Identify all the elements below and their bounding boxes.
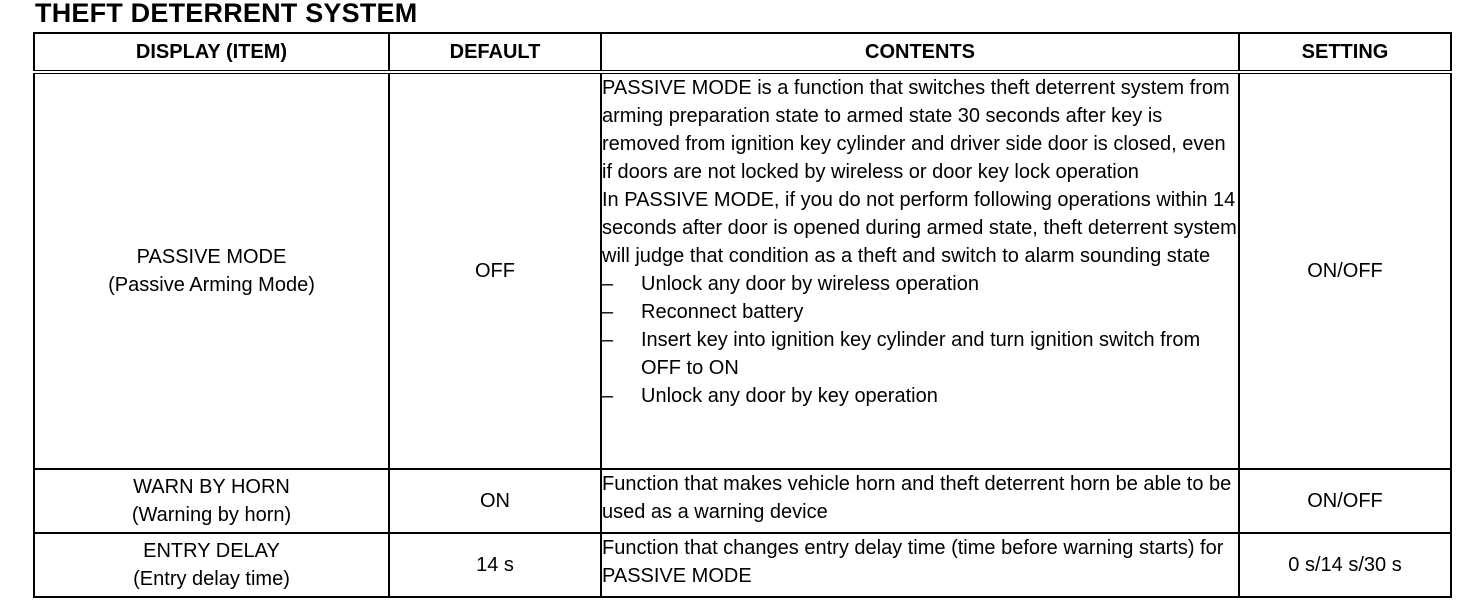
contents-cell: Function that makes vehicle horn and theft deterrent horn be able to be used as a warning device xyxy=(601,469,1239,533)
setting-value-cell: ON/OFF xyxy=(1239,469,1451,533)
display-item-cell xyxy=(34,72,389,469)
settings-table xyxy=(33,32,1452,598)
list-item xyxy=(602,298,1238,326)
table-header xyxy=(34,33,1451,72)
display-item-subtitle: (Entry delay time) xyxy=(133,568,290,590)
header-display-item: DISPLAY (ITEM) xyxy=(34,33,389,72)
default-value-cell: 14 s xyxy=(389,533,601,597)
dash-bullet: – xyxy=(602,273,614,295)
display-item-subtitle: (Warning by horn) xyxy=(131,504,292,526)
operations-list xyxy=(602,270,1238,410)
table-row xyxy=(34,469,1451,533)
contents-paragraph: In PASSIVE MODE, if you do not perform following operations within 14 seconds after door is opened during armed state, theft deterrent system will judge that condition as a theft and switch to alarm sounding state xyxy=(602,189,1237,267)
list-item xyxy=(602,270,1238,298)
default-value-cell: OFF xyxy=(389,72,601,469)
list-item-text: Unlock any door by key operation xyxy=(641,385,938,407)
dash-bullet: – xyxy=(602,329,614,351)
table-row xyxy=(34,72,1451,469)
list-item xyxy=(602,382,1238,410)
contents-cell xyxy=(601,72,1239,469)
dash-bullet: – xyxy=(602,385,614,407)
display-item-name: WARN BY HORN xyxy=(133,476,290,498)
header-default: DEFAULT xyxy=(389,33,601,72)
table-body xyxy=(34,72,1451,597)
setting-value-cell: 0 s/14 s/30 s xyxy=(1239,533,1451,597)
list-item xyxy=(602,326,1238,382)
contents-cell: Function that changes entry delay time (time before warning starts) for PASSIVE MODE xyxy=(601,533,1239,597)
list-item-text: Insert key into ignition key cylinder and turn ignition switch from OFF to ON xyxy=(641,329,1201,379)
display-item-name: PASSIVE MODE xyxy=(136,246,287,268)
display-item-subtitle: (Passive Arming Mode) xyxy=(108,274,315,296)
display-item-cell xyxy=(34,469,389,533)
list-item-text: Unlock any door by wireless operation xyxy=(641,273,979,295)
header-row xyxy=(34,33,1451,72)
contents-paragraph: PASSIVE MODE is a function that switches theft deterrent system from arming preparation state to armed state 30 seconds after key is removed from ignition key cylinder and driver side door is closed, even if doors are not locked by wireless or door key lock operation xyxy=(602,77,1230,183)
default-value-cell: ON xyxy=(389,469,601,533)
page-title: THEFT DETERRENT SYSTEM xyxy=(35,0,418,28)
table-row xyxy=(34,533,1451,597)
header-setting: SETTING xyxy=(1239,33,1451,72)
header-contents: CONTENTS xyxy=(601,33,1239,72)
setting-value-cell: ON/OFF xyxy=(1239,72,1451,469)
dash-bullet: – xyxy=(602,301,614,323)
list-item-text: Reconnect battery xyxy=(641,301,804,323)
display-item-name: ENTRY DELAY xyxy=(143,540,280,562)
display-item-cell xyxy=(34,533,389,597)
